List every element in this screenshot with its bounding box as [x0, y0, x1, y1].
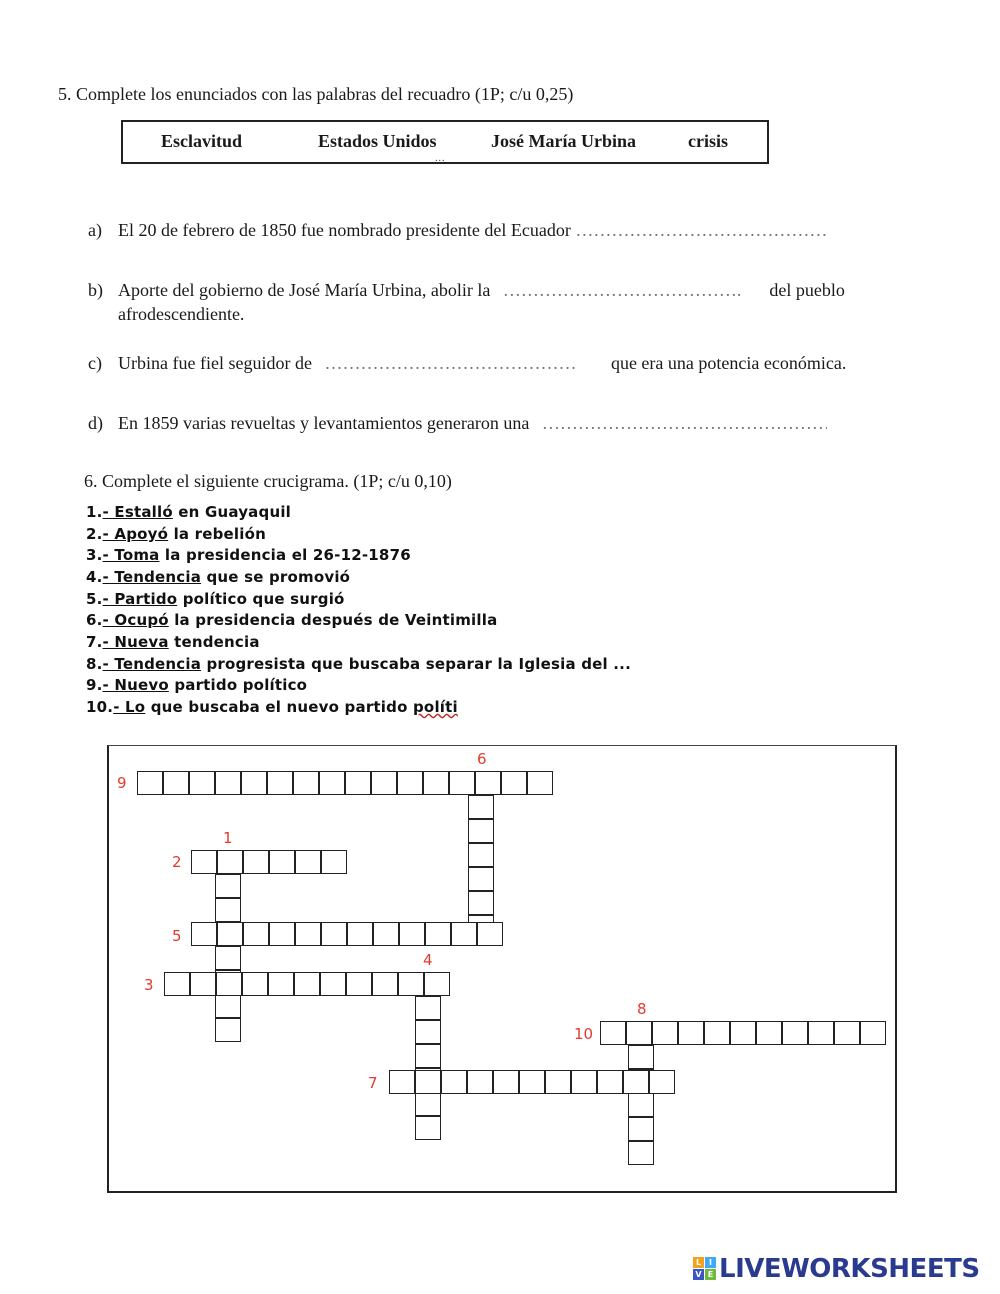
clue-1: 1.- Estalló en Guayaquil [86, 503, 292, 521]
crossword-cell[interactable] [216, 972, 242, 996]
crossword-cell[interactable] [215, 1018, 241, 1042]
crossword-cell[interactable] [628, 1141, 654, 1165]
crossword-cell[interactable] [441, 1070, 467, 1094]
crossword-cell[interactable] [415, 1116, 441, 1140]
crossword-cell[interactable] [346, 972, 372, 996]
crossword-cell[interactable] [425, 922, 451, 946]
crossword-cell[interactable] [243, 922, 269, 946]
crossword-clue-number: 1 [223, 829, 233, 847]
crossword-cell[interactable] [268, 972, 294, 996]
crossword-cell[interactable] [415, 1044, 441, 1068]
crossword-cell[interactable] [191, 922, 217, 946]
crossword-cell[interactable] [295, 850, 321, 874]
crossword-cell[interactable] [399, 922, 425, 946]
crossword-cell[interactable] [477, 922, 503, 946]
crossword-cell[interactable] [571, 1070, 597, 1094]
statement-label: b) [88, 280, 103, 300]
crossword-cell[interactable] [415, 1092, 441, 1116]
word-bank-item: Esclavitud [161, 131, 243, 151]
crossword-cell[interactable] [215, 994, 241, 1018]
crossword-cell[interactable] [834, 1021, 860, 1045]
crossword-cell[interactable] [320, 972, 346, 996]
crossword-cell[interactable] [468, 795, 494, 819]
crossword-cell[interactable] [189, 771, 215, 795]
statement-text-line2: afrodescendiente. [118, 304, 245, 324]
crossword-cell[interactable] [860, 1021, 886, 1045]
logo-mark-icon: L I V E [693, 1257, 717, 1281]
crossword-cell[interactable] [293, 771, 319, 795]
crossword-clue-number: 5 [172, 927, 182, 945]
crossword-cell[interactable] [215, 771, 241, 795]
crossword-cell[interactable] [545, 1070, 571, 1094]
statement-text: El 20 de febrero de 1850 fue nombrado presidente del Ecuador [118, 220, 571, 240]
clue-8: 8.- Tendencia progresista que buscaba separar la Iglesia del ... [86, 655, 631, 673]
crossword-cell[interactable] [704, 1021, 730, 1045]
statement-text: Aporte del gobierno de José María Urbina, abolir la [118, 280, 491, 300]
answer-blank-a[interactable] [575, 220, 850, 241]
crossword-cell[interactable] [451, 922, 477, 946]
crossword-cell[interactable] [468, 891, 494, 915]
crossword-cell[interactable] [652, 1021, 678, 1045]
crossword-cell[interactable] [321, 922, 347, 946]
crossword-cell[interactable] [217, 922, 243, 946]
statement-d [88, 411, 908, 435]
crossword-cell[interactable] [372, 972, 398, 996]
crossword-clue-number: 3 [144, 976, 154, 994]
crossword-cell[interactable] [295, 922, 321, 946]
crossword-cell[interactable] [449, 771, 475, 795]
crossword-cell[interactable] [468, 843, 494, 867]
statement-c [88, 351, 908, 375]
crossword-cell[interactable] [415, 1070, 441, 1094]
crossword-cell[interactable] [397, 771, 423, 795]
crossword-cell[interactable] [371, 771, 397, 795]
crossword-clue-number: 6 [477, 750, 487, 768]
question-6-title: 6. Complete el siguiente crucigrama. (1P; c/u 0,10) [84, 471, 452, 491]
crossword-cell[interactable] [347, 922, 373, 946]
crossword-cell[interactable] [241, 771, 267, 795]
crossword-cell[interactable] [269, 922, 295, 946]
clue-3: 3.- Toma la presidencia el 26-12-1876 [86, 546, 411, 564]
crossword-cell[interactable] [164, 972, 190, 996]
crossword-cell[interactable] [319, 771, 345, 795]
crossword-cell[interactable] [678, 1021, 704, 1045]
crossword-cell[interactable] [242, 972, 268, 996]
statement-label: d) [88, 413, 103, 433]
crossword-cell[interactable] [628, 1117, 654, 1141]
crossword-clue-number: 9 [117, 774, 127, 792]
clue-10: 10.- Lo que buscaba el nuevo partido políti [86, 698, 458, 716]
clue-4: 4.- Tendencia que se promovió [86, 568, 351, 586]
crossword-cell[interactable] [649, 1070, 675, 1094]
statement-text: que era una potencia económica. [610, 353, 847, 373]
crossword-cell[interactable] [415, 996, 441, 1020]
crossword-cell[interactable] [267, 771, 293, 795]
answer-blank-d[interactable] [542, 413, 827, 434]
statement-text: Urbina fue fiel seguidor de [118, 353, 312, 373]
crossword-clue-number: 2 [172, 853, 182, 871]
crossword-cell[interactable] [415, 1020, 441, 1044]
crossword-cell[interactable] [294, 972, 320, 996]
word-bank-item: crisis [688, 131, 728, 151]
crossword-cell[interactable] [597, 1070, 623, 1094]
answer-blank-b[interactable] [503, 280, 765, 301]
statement-label: a) [88, 220, 102, 240]
statement-a [88, 218, 908, 242]
crossword-cell[interactable] [519, 1070, 545, 1094]
crossword-cell[interactable] [215, 874, 241, 898]
clue-6: 6.- Ocupó la presidencia después de Veintimilla [86, 611, 498, 629]
crossword-cell[interactable] [424, 972, 450, 996]
crossword-clue-number: 8 [637, 1000, 647, 1018]
statement-label: c) [88, 353, 102, 373]
crossword-cell[interactable] [191, 850, 217, 874]
crossword-cell[interactable] [468, 867, 494, 891]
crossword-cell[interactable] [493, 1070, 519, 1094]
crossword-cell[interactable] [423, 771, 449, 795]
crossword-cell[interactable] [626, 1021, 652, 1045]
clue-5: 5.- Partido político que surgió [86, 590, 345, 608]
statement-b [88, 278, 908, 328]
crossword-cell[interactable] [163, 771, 189, 795]
crossword-cell[interactable] [345, 771, 371, 795]
crossword-cell[interactable] [467, 1070, 493, 1094]
crossword-cell[interactable] [215, 898, 241, 922]
crossword-cell[interactable] [600, 1021, 626, 1045]
crossword-cell[interactable] [628, 1093, 654, 1117]
crossword-cell[interactable] [501, 771, 527, 795]
crossword-cell[interactable] [243, 850, 269, 874]
crossword-cell[interactable] [475, 771, 501, 795]
word-bank-box [121, 120, 769, 164]
crossword-cell[interactable] [269, 850, 295, 874]
crossword-cell[interactable] [527, 771, 553, 795]
word-bank-item: José María Urbina [491, 131, 636, 151]
logo-wordmark: LIVEWORKSHEETS [719, 1254, 980, 1284]
crossword-cell[interactable] [468, 819, 494, 843]
question-5-title: 5. Complete los enunciados con las palabras del recuadro (1P; c/u 0,25) [58, 84, 574, 104]
crossword-clue-number: 10 [574, 1025, 594, 1043]
statement-text: del pueblo [769, 280, 845, 300]
crossword-cell[interactable] [137, 771, 163, 795]
crossword-clue-number: 4 [423, 951, 433, 969]
crossword-cell[interactable] [215, 946, 241, 970]
crossword-cell[interactable] [623, 1070, 649, 1094]
crossword-clue-number: 7 [368, 1074, 378, 1092]
crossword-cell[interactable] [190, 972, 216, 996]
crossword-cell[interactable] [782, 1021, 808, 1045]
crossword-cell[interactable] [756, 1021, 782, 1045]
crossword-cell[interactable] [389, 1070, 415, 1094]
answer-blank-c[interactable] [324, 353, 598, 374]
clue-7: 7.- Nueva tendencia [86, 633, 260, 651]
crossword-cell[interactable] [808, 1021, 834, 1045]
clue-2: 2.- Apoyó la rebelión [86, 525, 266, 543]
word-bank-item: Estados Unidos [318, 131, 437, 151]
crossword-cell[interactable] [398, 972, 424, 996]
crossword-cell[interactable] [628, 1045, 654, 1069]
crossword-cell[interactable] [217, 850, 243, 874]
crossword-cell[interactable] [373, 922, 399, 946]
crossword-cell[interactable] [321, 850, 347, 874]
clue-9: 9.- Nuevo partido político [86, 676, 308, 694]
statement-text: En 1859 varias revueltas y levantamientos generaron una [118, 413, 530, 433]
crossword-cell[interactable] [730, 1021, 756, 1045]
word-bank-cut-text: ... [435, 153, 446, 164]
